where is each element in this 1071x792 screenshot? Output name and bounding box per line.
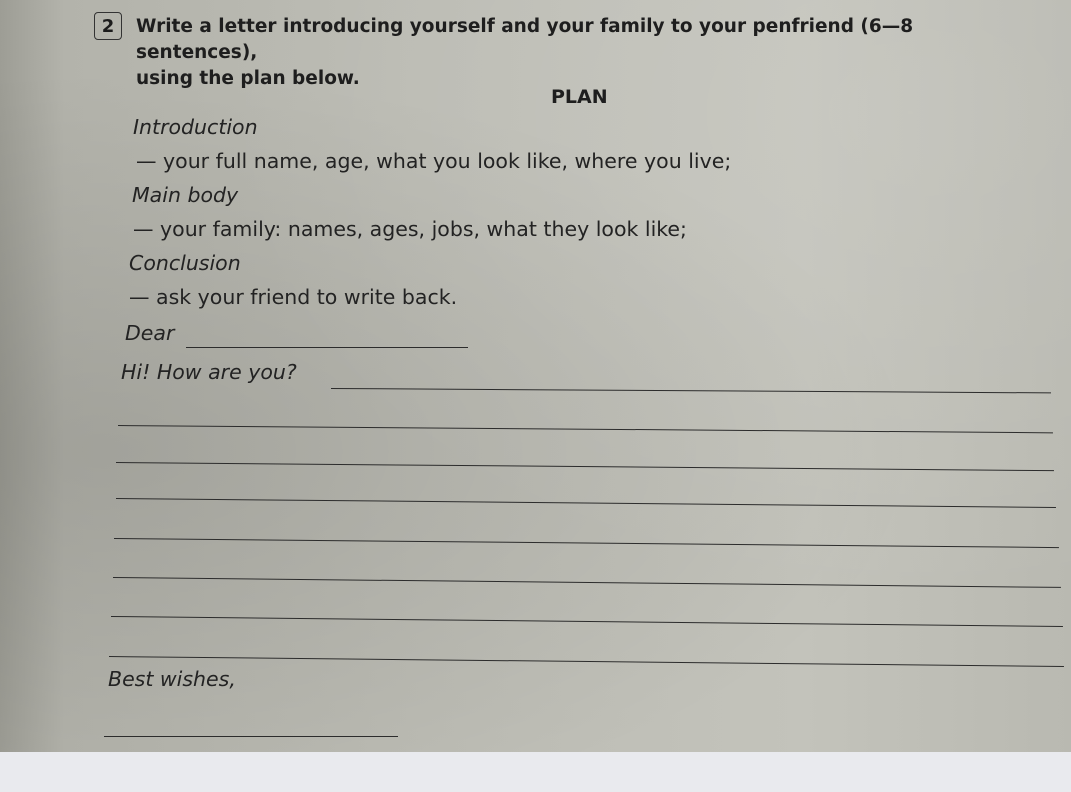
exercise-number-box: 2 — [94, 12, 122, 40]
plan-item-introduction: — your full name, age, what you look like, where you live; — [136, 149, 732, 173]
writing-line-7[interactable] — [111, 616, 1063, 627]
instruction-line-2: using the plan below. — [136, 68, 360, 89]
letter-closing: Best wishes, — [108, 667, 236, 691]
instruction-line-1: Write a letter introducing yourself and your family to your penfriend (6—8 sentences), — [136, 16, 914, 63]
writing-line-2[interactable] — [118, 425, 1053, 433]
letter-greeting: Dear — [125, 321, 175, 345]
plan-title: PLAN — [551, 86, 608, 108]
writing-line-5[interactable] — [114, 538, 1059, 548]
greeting-name-blank[interactable] — [186, 347, 468, 348]
plan-item-main-body: — your family: names, ages, jobs, what they look like; — [133, 217, 687, 241]
plan-heading-introduction: Introduction — [133, 115, 258, 139]
plan-item-conclusion: — ask your friend to write back. — [129, 285, 458, 309]
exercise-instruction — [136, 14, 1026, 92]
writing-line-8[interactable] — [109, 656, 1064, 667]
signature-blank[interactable] — [104, 736, 398, 737]
letter-opening: Hi! How are you? — [121, 360, 297, 384]
writing-line-3[interactable] — [116, 462, 1054, 471]
plan-heading-main-body: Main body — [132, 183, 239, 207]
writing-line-4[interactable] — [116, 498, 1056, 508]
writing-line-6[interactable] — [113, 577, 1061, 588]
plan-heading-conclusion: Conclusion — [129, 251, 241, 275]
writing-line-1[interactable] — [331, 388, 1051, 393]
